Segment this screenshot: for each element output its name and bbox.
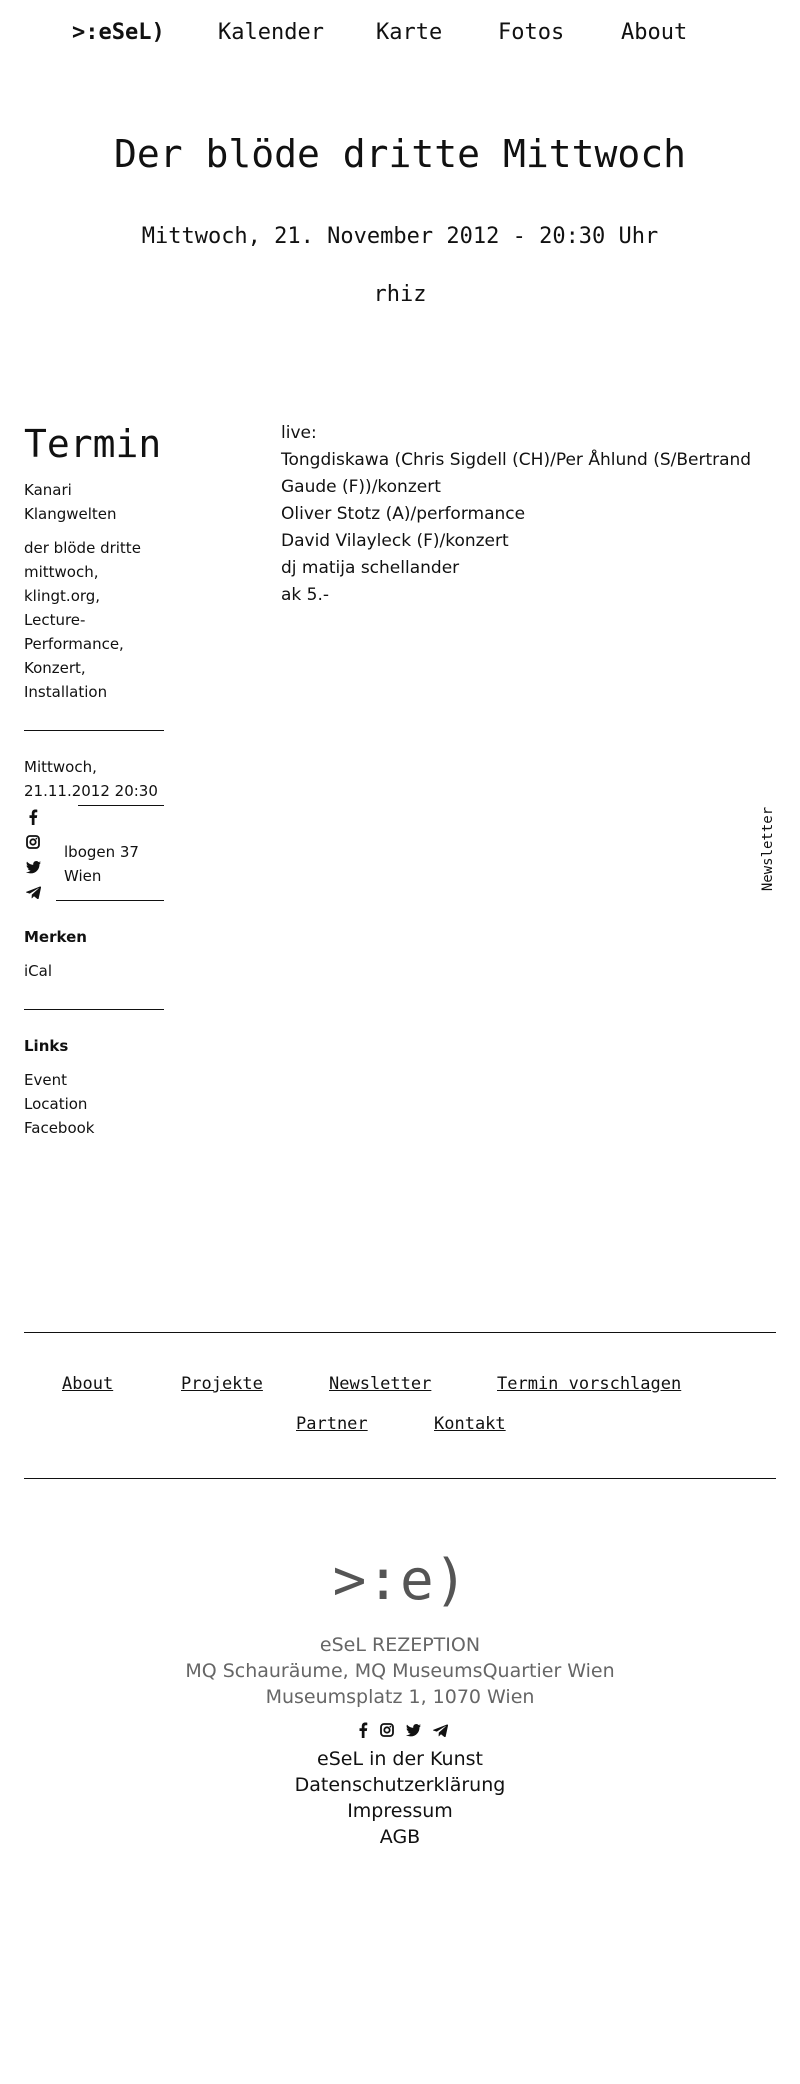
newsletter-tab-label: Newsletter <box>760 806 777 892</box>
description-line: live: <box>281 423 317 443</box>
social-share <box>18 808 56 908</box>
facebook-icon[interactable] <box>24 808 42 826</box>
link-location[interactable]: Location <box>24 1095 88 1113</box>
merken-label: Merken <box>24 928 87 946</box>
footer-link-kontakt[interactable]: Kontakt <box>434 1414 506 1434</box>
footer-social <box>358 1722 448 1740</box>
telegram-icon[interactable] <box>433 1722 448 1740</box>
instagram-icon[interactable] <box>24 833 42 851</box>
twitter-icon[interactable] <box>24 858 42 876</box>
event-title: Der blöde dritte Mittwoch <box>114 132 686 176</box>
ical-link[interactable]: iCal <box>24 962 53 980</box>
top-nav <box>0 0 800 72</box>
description-line: Oliver Stotz (A)/performance <box>281 504 526 524</box>
description-line: dj matija schellander <box>281 558 460 578</box>
description-line: ak 5.- <box>281 585 330 605</box>
divider <box>78 805 164 806</box>
link-facebook[interactable]: Facebook <box>24 1119 95 1137</box>
footer-link-newsletter[interactable]: Newsletter <box>329 1374 432 1394</box>
instagram-icon[interactable] <box>380 1722 394 1740</box>
event-description <box>281 420 761 609</box>
description-line: David Vilayleck (F)/konzert <box>281 531 509 551</box>
footer-link-datenschutz[interactable]: Datenschutzerklärung <box>294 1774 506 1796</box>
footer-link-termin-vorschlagen[interactable]: Termin vorschlagen <box>497 1374 682 1394</box>
links-label: Links <box>24 1037 69 1055</box>
footer-org: eSeL REZEPTION <box>319 1634 481 1656</box>
divider <box>24 1009 164 1010</box>
event-tags: der blöde dritte mittwoch, klingt.org, Lecture-Performance, Konzert, Installation <box>24 539 141 701</box>
sidebar-heading: Termin <box>24 422 162 466</box>
nav-karte[interactable]: Karte <box>376 20 443 45</box>
event-category[interactable]: Kanari Klangwelten <box>24 481 117 523</box>
twitter-icon[interactable] <box>406 1722 421 1740</box>
footer-link-about[interactable]: About <box>62 1374 114 1394</box>
nav-kalender[interactable]: Kalender <box>218 20 324 45</box>
facebook-icon[interactable] <box>358 1722 368 1740</box>
site-logo[interactable]: >:eSeL) <box>72 20 165 45</box>
footer-legal-links <box>0 1746 800 1850</box>
footer-link-agb[interactable]: AGB <box>379 1826 421 1848</box>
event-date: Mittwoch, 21. November 2012 - 20:30 Uhr <box>141 224 659 249</box>
footer-link-projekte[interactable]: Projekte <box>181 1374 263 1394</box>
address-line1: lbogen 37 <box>64 843 139 861</box>
divider <box>24 730 164 731</box>
sidebar <box>24 420 164 1140</box>
footer-addr-line1: MQ Schauräume, MQ MuseumsQuartier Wien <box>185 1660 615 1682</box>
link-event[interactable]: Event <box>24 1071 67 1089</box>
footer-link-esel-kunst[interactable]: eSeL in der Kunst <box>317 1748 483 1770</box>
footer-addr-line2: Museumsplatz 1, 1070 Wien <box>265 1686 535 1708</box>
event-datetime: Mittwoch, 21.11.2012 20:30 <box>24 758 158 797</box>
footer-divider-bottom <box>24 1478 776 1479</box>
newsletter-tab[interactable] <box>760 805 780 895</box>
nav-about[interactable]: About <box>621 20 688 45</box>
event-venue[interactable]: rhiz <box>373 282 427 307</box>
address-line2: Wien <box>64 867 102 885</box>
footer-address <box>0 1632 800 1710</box>
description-line: Tongdiskawa (Chris Sigdell (CH)/Per Åhlund (S/Bertrand Gaude (F))/konzert <box>281 450 752 497</box>
telegram-icon[interactable] <box>24 883 42 901</box>
nav-fotos[interactable]: Fotos <box>498 20 565 45</box>
footer-link-impressum[interactable]: Impressum <box>347 1800 453 1822</box>
footer-divider-top <box>24 1332 776 1333</box>
footer-link-partner[interactable]: Partner <box>296 1414 368 1434</box>
footer-logo[interactable]: >:e) <box>332 1548 468 1613</box>
